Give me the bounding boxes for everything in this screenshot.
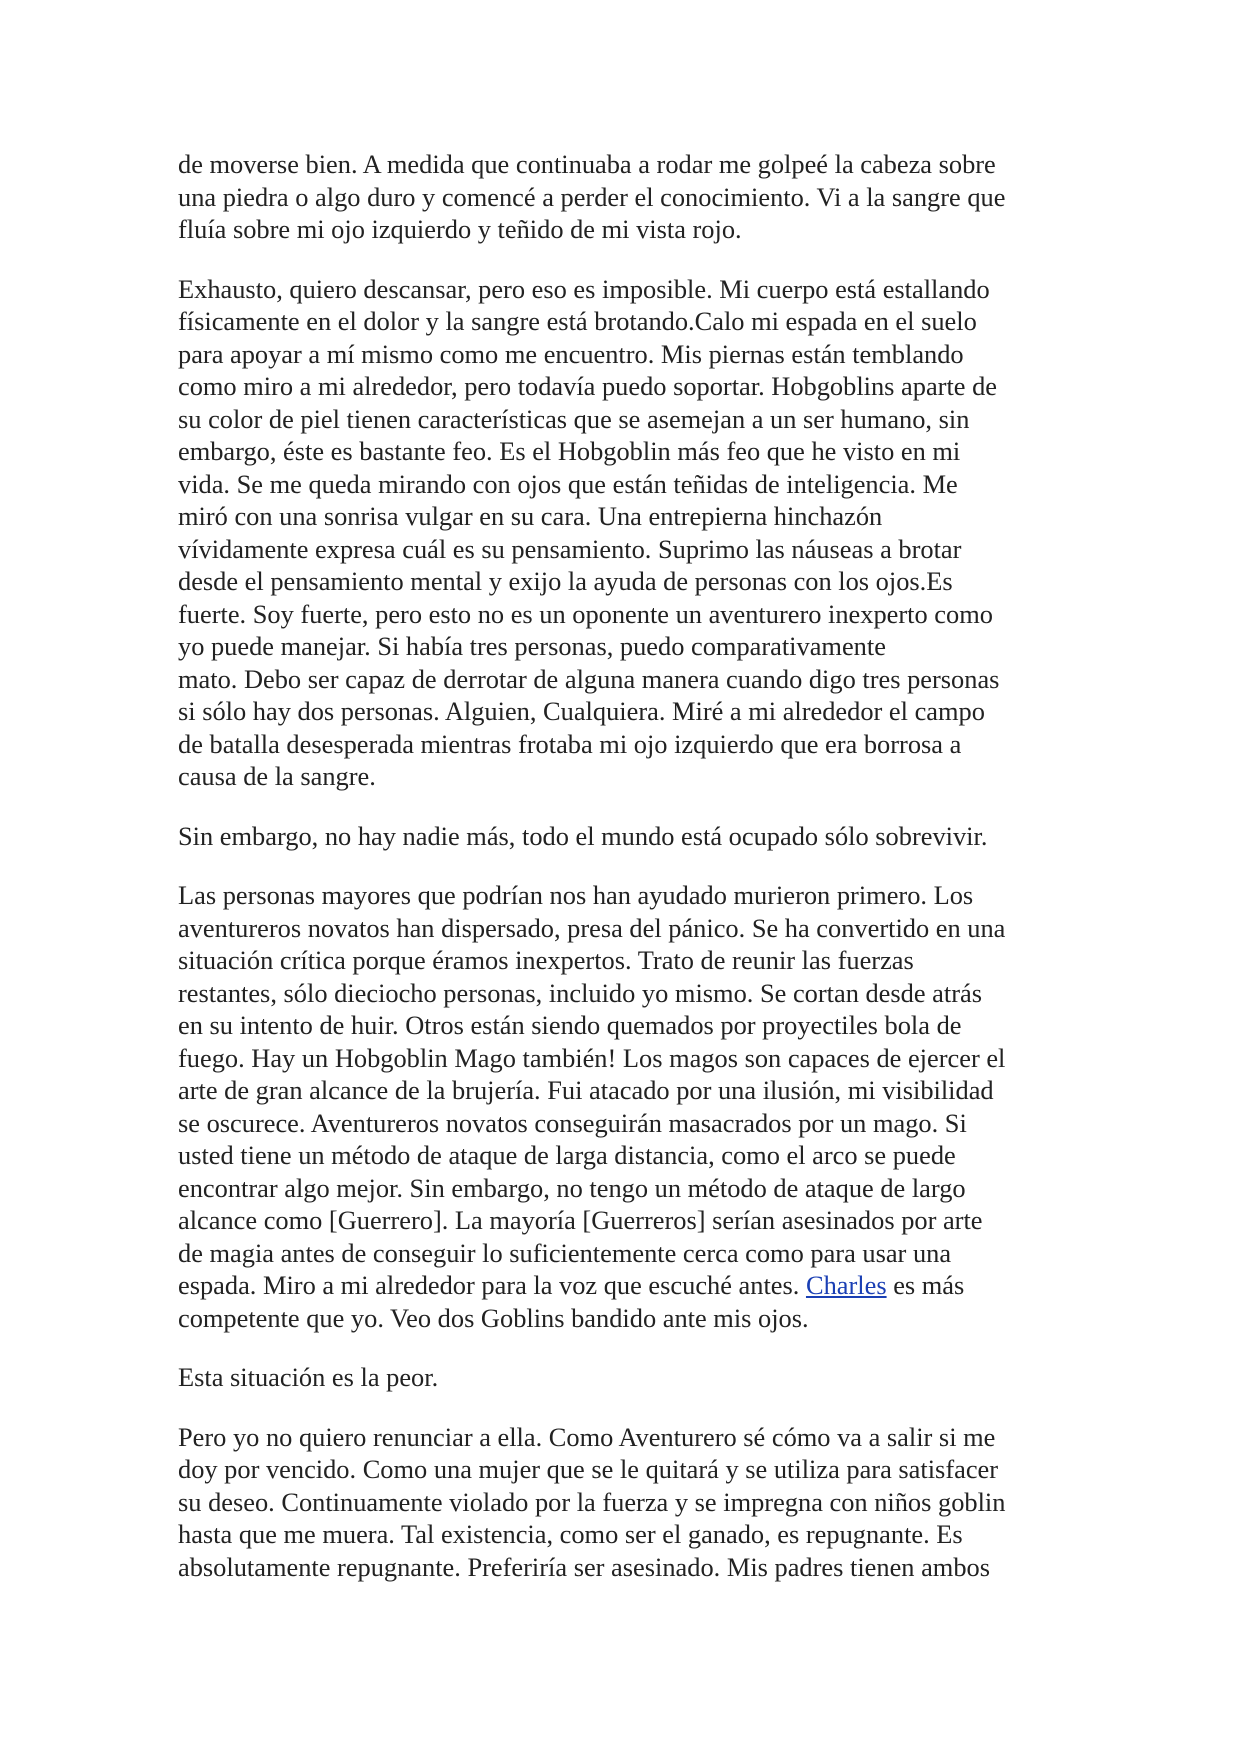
paragraph-6 <box>178 1421 1078 1584</box>
text-line: fuerte. Soy fuerte, pero esto no es un oponente un aventurero inexperto como <box>178 598 993 629</box>
text-segment: espada. Miro a mi alrededor para la voz que escuché antes. <box>178 1270 806 1300</box>
text-line-with-link <box>178 1269 1078 1302</box>
paragraph-2 <box>178 273 1078 793</box>
text-line: como miro a mi alrededor, pero todavía puedo soportar. Hobgoblins aparte de <box>178 371 998 401</box>
text-line: competente que yo. Veo dos Goblins bandido ante mis ojos. <box>178 1302 809 1333</box>
document-page <box>178 148 1078 1610</box>
text-line: absolutamente repugnante. Preferiría ser asesinado. Mis padres tienen ambos <box>178 1551 990 1582</box>
text-line: embargo, éste es bastante feo. Es el Hobgoblin más feo que he visto en mi <box>178 436 961 466</box>
text-line: de batalla desesperada mientras frotaba mi ojo izquierdo que era borrosa a <box>178 728 962 759</box>
text-line: yo puede manejar. Si había tres personas, puedo comparativamente <box>178 631 886 661</box>
text-line: si sólo hay dos personas. Alguien, Cualquiera. Miré a mi alrededor el campo <box>178 696 985 726</box>
text-line: Sin embargo, no hay nadie más, todo el mundo está ocupado sólo sobrevivir. <box>178 820 988 851</box>
text-line: de moverse bien. A medida que continuaba a rodar me golpeé la cabeza sobre <box>178 149 996 179</box>
text-line: Esta situación es la peor. <box>178 1362 439 1392</box>
text-line: situación crítica porque éramos inexpertos. Trato de reunir las fuerzas <box>178 945 914 975</box>
text-line: usted tiene un método de ataque de larga distancia, como el arco se puede <box>178 1140 956 1170</box>
text-line: encontrar algo mejor. Sin embargo, no tengo un método de ataque de largo <box>178 1172 966 1203</box>
text-line: vívidamente expresa cuál es su pensamiento. Suprimo las náuseas a brotar <box>178 533 962 564</box>
paragraph-4 <box>178 879 1078 1334</box>
text-line: una piedra o algo duro y comencé a perder el conocimiento. Vi a la sangre que <box>178 181 1006 212</box>
text-line: físicamente en el dolor y la sangre está brotando.Calo mi espada en el suelo <box>178 306 977 336</box>
text-line: vida. Se me queda mirando con ojos que están teñidas de inteligencia. Me <box>178 468 958 499</box>
text-line: su deseo. Continuamente violado por la fuerza y se impregna con niños goblin <box>178 1486 1006 1517</box>
text-line: causa de la sangre. <box>178 761 376 791</box>
text-line: fuego. Hay un Hobgoblin Mago también! Los magos son capaces de ejercer el <box>178 1042 1006 1073</box>
text-line: restantes, sólo dieciocho personas, incluido yo mismo. Se cortan desde atrás <box>178 977 982 1008</box>
text-line: de magia antes de conseguir lo suficientemente cerca como para usar una <box>178 1237 952 1268</box>
text-line: desde el pensamiento mental y exijo la ayuda de personas con los ojos.Es <box>178 566 953 596</box>
paragraph-3 <box>178 820 1078 853</box>
text-line: alcance como [Guerrero]. La mayoría [Guerreros] serían asesinados por arte <box>178 1205 983 1235</box>
text-line: Exhausto, quiero descansar, pero eso es imposible. Mi cuerpo está estallando <box>178 273 990 304</box>
charles-link[interactable]: Charles <box>805 1270 887 1300</box>
text-line: su color de piel tienen características que se asemejan a un ser humano, sin <box>178 403 970 434</box>
paragraph-5 <box>178 1361 1078 1394</box>
text-line: doy por vencido. Como una mujer que se le quitará y se utiliza para satisfacer <box>178 1454 999 1484</box>
text-line: mato. Debo ser capaz de derrotar de alguna manera cuando digo tres personas <box>178 663 1000 694</box>
text-line: en su intento de huir. Otros están siendo quemados por proyectiles bola de <box>178 1010 962 1040</box>
text-line: miró con una sonrisa vulgar en su cara. Una entrepierna hinchazón <box>178 501 883 531</box>
text-line: fluía sobre mi ojo izquierdo y teñido de mi vista rojo. <box>178 214 742 244</box>
text-line: hasta que me muera. Tal existencia, como ser el ganado, es repugnante. Es <box>178 1519 963 1549</box>
paragraph-1 <box>178 148 1078 246</box>
text-line: aventureros novatos han dispersado, presa del pánico. Se ha convertido en una <box>178 912 1006 943</box>
text-line: para apoyar a mí mismo como me encuentro. Mis piernas están temblando <box>178 338 964 369</box>
text-segment: es más <box>886 1270 965 1300</box>
text-line: arte de gran alcance de la brujería. Fui atacado por una ilusión, mi visibilidad <box>178 1075 994 1105</box>
text-line: Pero yo no quiero renunciar a ella. Como Aventurero sé cómo va a salir si me <box>178 1421 996 1452</box>
text-line: Las personas mayores que podrían nos han ayudado murieron primero. Los <box>178 880 974 910</box>
text-line: se oscurece. Aventureros novatos conseguirán masacrados por un mago. Si <box>178 1107 967 1138</box>
